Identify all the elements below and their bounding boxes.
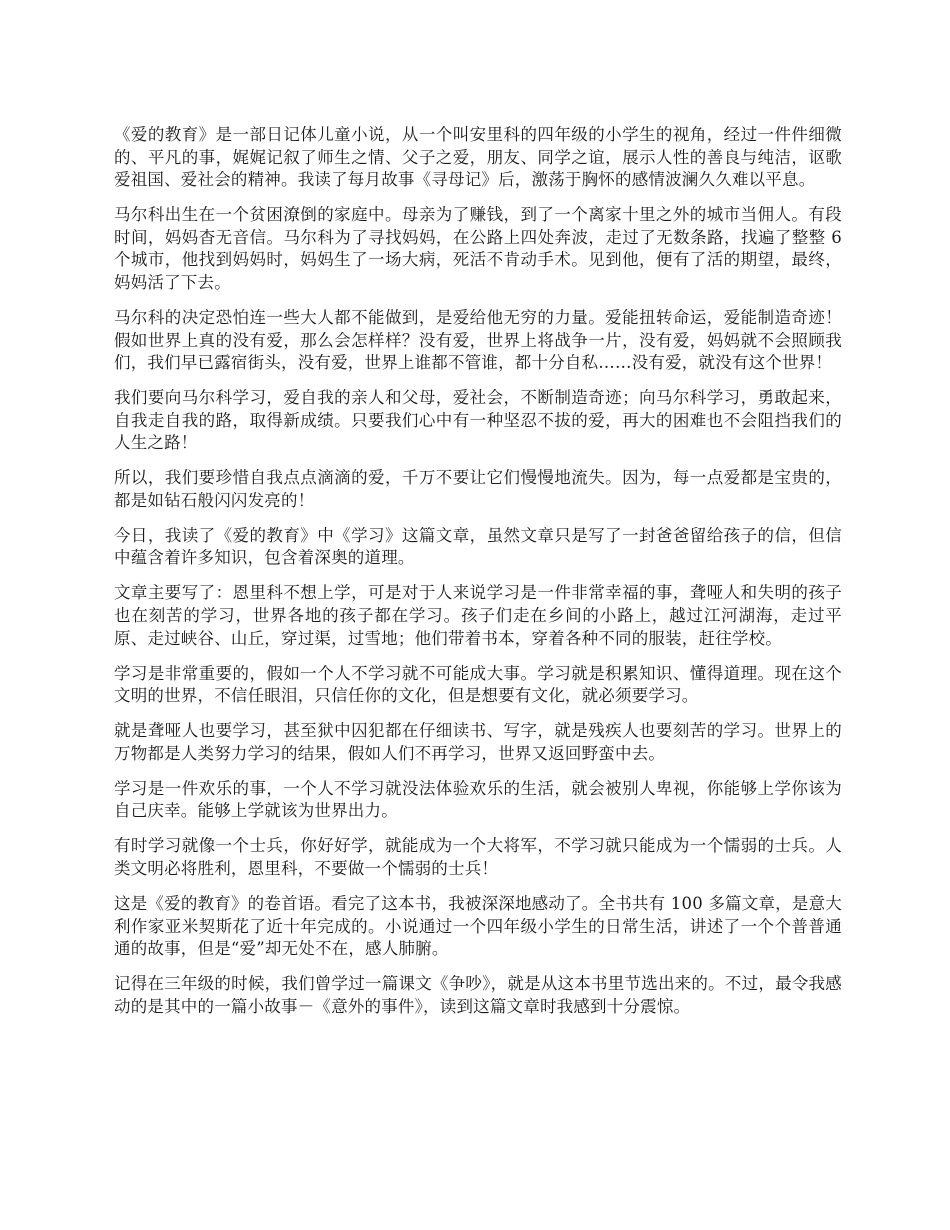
paragraph: 记得在三年级的时候，我们曾学过一篇课文《争吵》，就是从这本书里节选出来的。不过，最令我感动的是其中的一篇小故事－《意外的事件》，读到这篇文章时我感到十分震惊。 [114,974,842,1016]
paragraph: 有时学习就像一个士兵，你好好学，就能成为一个大将军，不学习就只能成为一个懦弱的士兵。人类文明必将胜利，恩里科，不要做一个懦弱的士兵！ [114,836,842,878]
paragraph: 这是《爱的教育》的卷首语。看完了这本书，我被深深地感动了。全书共有 100 多篇文章，是意大利作家亚米契斯花了近十年完成的。小说通过一个四年级小学生的日常生活，讲述了一个个普普通通的故事，但是“爱”却无处不在，感人肺腑。 [114,893,842,959]
paragraph: 《爱的教育》是一部日记体儿童小说，从一个叫安里科的四年级的小学生的视角，经过一件件细微的、平凡的事，娓娓记叙了师生之情、父子之爱，朋友、同学之谊，展示人性的善良与纯洁，讴歌爱祖国、爱社会的精神。我读了每月故事《寻母记》后，激荡于胸怀的感情波澜久久难以平息。 [114,125,842,190]
paragraph: 学习是一件欢乐的事，一个人不学习就没法体验欢乐的生活，就会被别人卑视，你能够上学你该为自己庆幸。能够上学就该为世界出力。 [114,778,842,821]
paragraph: 我们要向马尔科学习，爱自我的亲人和父母，爱社会，不断制造奇迹；向马尔科学习，勇敢起来，自我走自我的路，取得新成绩。只要我们心中有一种坚忍不拔的爱，再大的困难也不会阻挡我们的人生之路！ [114,388,842,453]
paragraph: 所以，我们要珍惜自我点点滴滴的爱，千万不要让它们慢慢地流失。因为，每一点爱都是宝贵的，都是如钻石般闪闪发亮的！ [114,468,842,510]
paragraph: 马尔科的决定恐怕连一些大人都不能做到，是爱给他无穷的力量。爱能扭转命运，爱能制造奇迹！假如世界上真的没有爱，那么会怎样样？没有爱，世界上将战争一片，没有爱，妈妈就不会照顾我们，我们早已露宿街头，没有爱，世界上谁都不管谁，都十分自私……没有爱，就没有这个世界！ [114,307,842,373]
paragraph: 就是聋哑人也要学习，甚至狱中囚犯都在仔细读书、写字，就是残疾人也要刻苦的学习。世界上的万物都是人类努力学习的结果，假如人们不再学习，世界又返回野蛮中去。 [114,721,842,763]
paragraph: 马尔科出生在一个贫困潦倒的家庭中。母亲为了赚钱，到了一个离家十里之外的城市当佣人。有段时间，妈妈杳无音信。马尔科为了寻找妈妈，在公路上四处奔波，走过了无数条路，找遍了整整 6 个城市，他找到妈妈时，妈妈生了一场大病，死活不肯动手术。见到他，便有了活的期望，最终，妈妈活了下去。 [114,205,842,292]
paragraph: 今日，我读了《爱的教育》中《学习》这篇文章，虽然文章只是写了一封爸爸留给孩子的信，但信中蕴含着许多知识，包含着深奥的道理。 [114,525,842,568]
paragraph: 学习是非常重要的，假如一个人不学习就不可能成大事。学习就是积累知识、懂得道理。现在这个文明的世界，不信任眼泪，只信任你的文化，但是想要有文化，就必须要学习。 [114,663,842,706]
document-body [114,124,842,1031]
paragraph: 文章主要写了：恩里科不想上学，可是对于人来说学习是一件非常幸福的事，聋哑人和失明的孩子也在刻苦的学习，世界各地的孩子都在学习。孩子们走在乡间的小路上，越过江河湖海，走过平原、走过峡谷、山丘，穿过渠，过雪地；他们带着书本，穿着各种不同的服装，赶往学校。 [114,583,842,648]
